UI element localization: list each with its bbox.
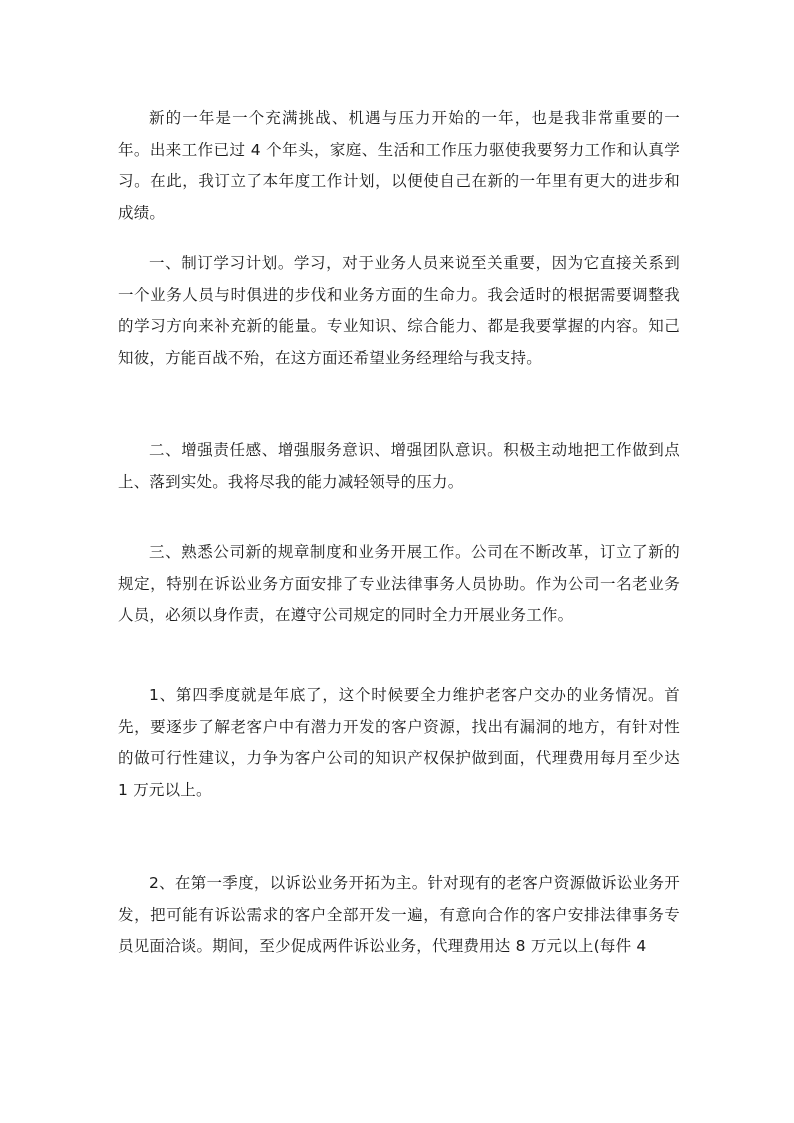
paragraph-q1-plan: 2、在第一季度，以诉讼业务开拓为主。针对现有的老客户资源做诉讼业务开发，把可能有诉讼需求的客户全部开发一遍，有意向合作的客户安排法律事务专员见面洽谈。期间，至少促成两件诉讼业务，代理费用达 8 万元以上(每件 4	[118, 874, 680, 955]
paragraph-intro: 新的一年是一个充满挑战、机遇与压力开始的一年，也是我非常重要的一年。出来工作已过 4 个年头，家庭、生活和工作压力驱使我要努力工作和认真学习。在此，我订立了本年度工作计划，以便使自己在新的一年里有更大的进步和成绩。	[118, 109, 680, 222]
paragraph-study-plan: 一、制订学习计划。学习，对于业务人员来说至关重要，因为它直接关系到一个业务人员与时俱进的步伐和业务方面的生命力。我会适时的根据需要调整我的学习方向来补充新的能量。专业知识、综合能力、都是我要掌握的内容。知己知彼，方能百战不殆，在这方面还希望业务经理给与我支持。	[118, 254, 680, 367]
paragraph-q4-plan: 1、第四季度就是年底了，这个时候要全力维护老客户交办的业务情况。首先，要逐步了解老客户中有潜力开发的客户资源，找出有漏洞的地方，有针对性的做可行性建议，力争为客户公司的知识产权保护做到面，代理费用每月至少达 1 万元以上。	[118, 686, 680, 799]
paragraph-company-rules: 三、熟悉公司新的规章制度和业务开展工作。公司在不断改革，订立了新的规定，特别在诉讼业务方面安排了专业法律事务人员协助。作为公司一名老业务人员，必须以身作责，在遵守公司规定的同时全力开展业务工作。	[118, 543, 680, 624]
paragraph-responsibility: 二、增强责任感、增强服务意识、增强团队意识。积极主动地把工作做到点上、落到实处。我将尽我的能力减轻领导的压力。	[118, 441, 680, 491]
